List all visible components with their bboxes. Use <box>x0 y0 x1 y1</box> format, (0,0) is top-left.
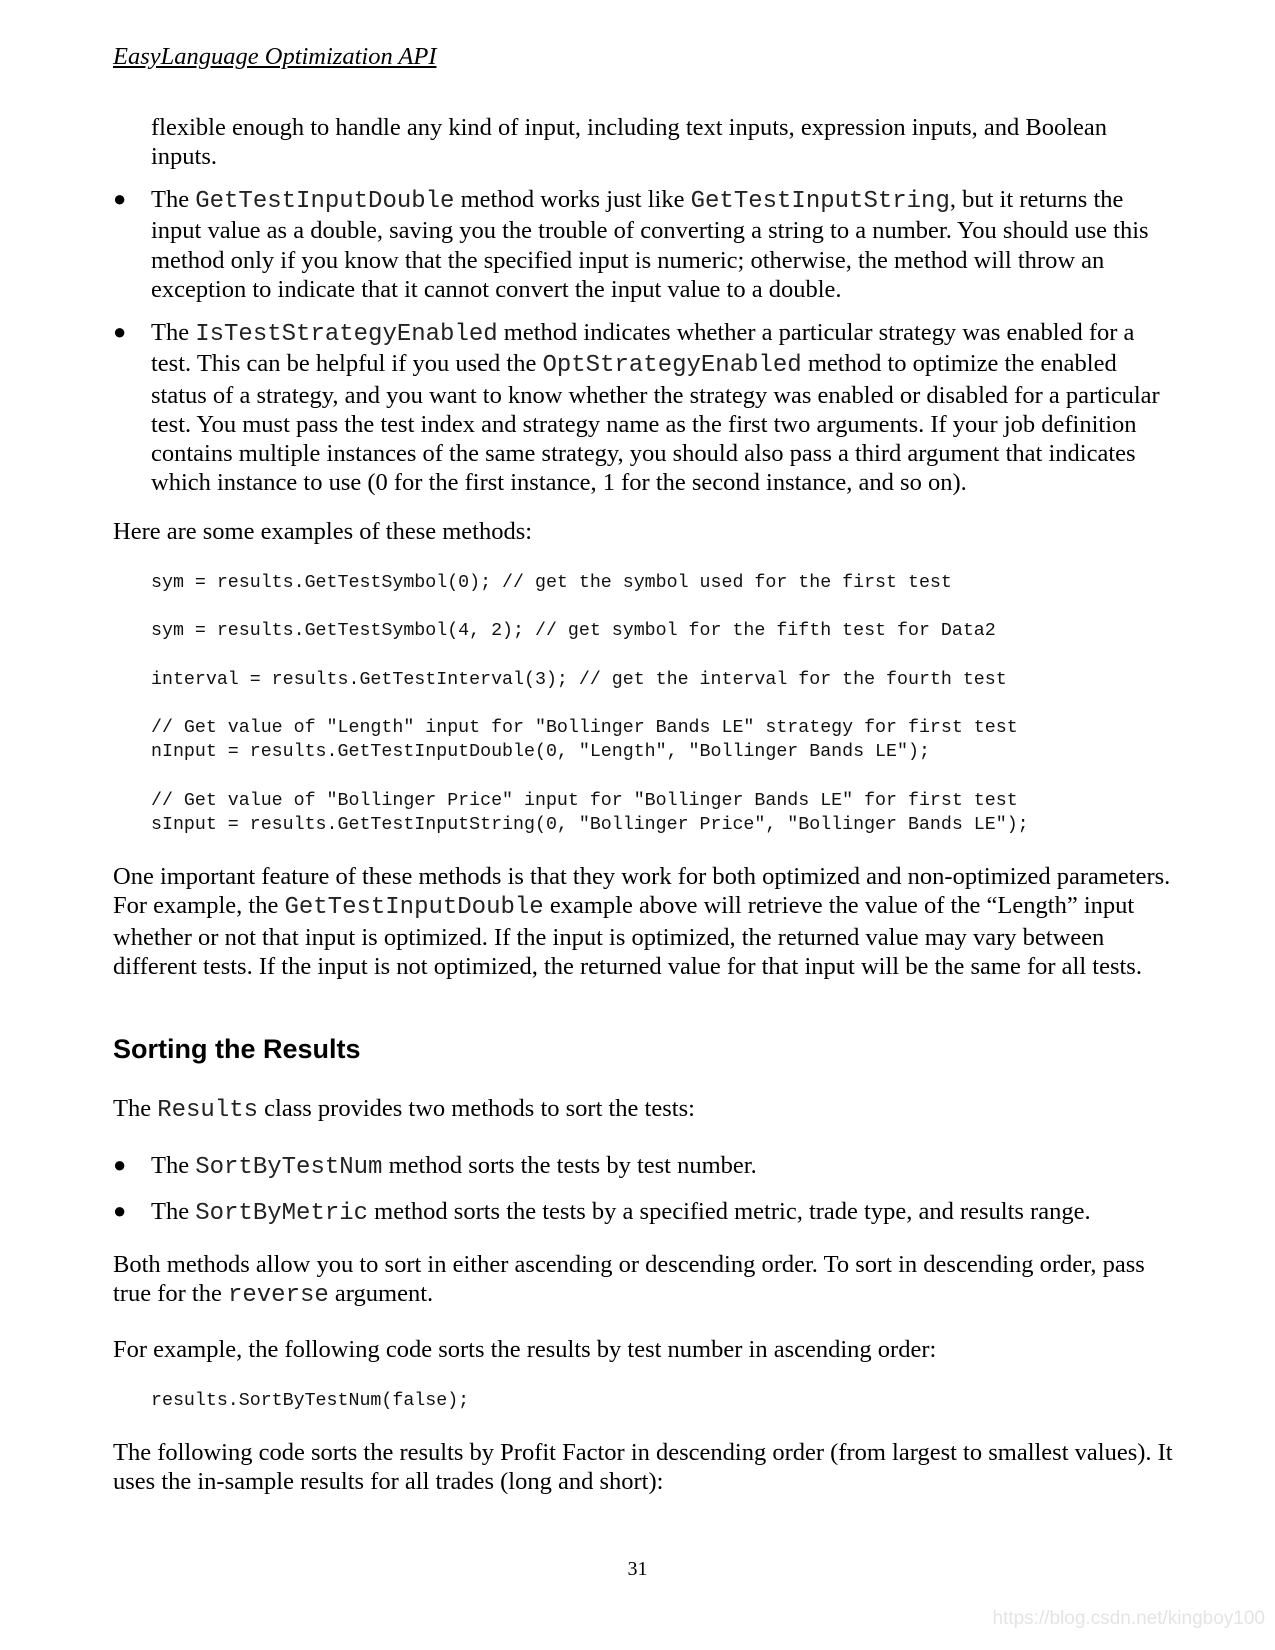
bullet-get-test-input-double: The GetTestInputDouble method works just like GetTestInputString, but it returns the input value as a double, saving you the trouble of converting a string to a number. You should use this method only if you know that the specified input is numeric; otherwise, the method will throw an exception to indicate that it cannot convert the input value to a double. <box>151 186 1149 303</box>
results-paragraph: The Results class provides two methods to sort the tests: <box>113 1095 695 1124</box>
bullet-sort-by-test-num: The SortByTestNum method sorts the tests by test number. <box>151 1152 757 1181</box>
page-number: 31 <box>627 1558 648 1580</box>
watermark: https://blog.csdn.net/kingboy100 <box>992 1608 1265 1629</box>
bullet-icon: ● <box>113 1152 127 1177</box>
running-header: EasyLanguage Optimization API <box>113 43 437 70</box>
section-heading: Sorting the Results <box>113 1034 361 1064</box>
bullet-sort-by-metric: The SortByMetric method sorts the tests by a specified metric, trade type, and results range. <box>151 1198 1091 1227</box>
code-example: interval = results.GetTestInterval(3); // get the interval for the fourth test <box>151 670 1007 690</box>
bullet-is-test-strategy-enabled: The IsTestStrategyEnabled method indicates whether a particular strategy was enabled for a test. This can be helpful if you used the OptStrategyEnabled method to optimize the enabled status of a strategy, and you want to know whether the strategy was enabled or disabled for a particular test. You must pass the test index and strategy name as the first two arguments. If your job definition contains multiple instances of the same strategy, you should also pass a third argument that indicates which instance to use (0 for the first instance, 1 for the second instance, and so on). <box>151 319 1160 497</box>
code-example: // Get value of "Length" input for "Bollinger Bands LE" strategy for first test nInput = results.GetTestInputDouble(0, "Length", "Bollinger Bands LE"); <box>151 718 1018 762</box>
bullet-icon: ● <box>113 319 127 344</box>
intro-continuation: flexible enough to handle any kind of input, including text inputs, expression inputs, and Boolean inputs. <box>151 114 1108 171</box>
following-paragraph: The following code sorts the results by Profit Factor in descending order (from largest to smallest values). It uses the in-sample results for all trades (long and short): <box>113 1439 1173 1496</box>
bullet-icon: ● <box>113 1198 127 1223</box>
feature-paragraph: One important feature of these methods is that they work for both optimized and non-optimized parameters. For example, the GetTestInputDouble example above will retrieve the value of the “Length” input whether or not that input is optimized. If the input is optimized, the returned value may vary between different tests. If the input is not optimized, the returned value for that input will be the same for all tests. <box>113 863 1171 980</box>
code-example: sym = results.GetTestSymbol(4, 2); // get symbol for the fifth test for Data2 <box>151 621 996 641</box>
code-example: // Get value of "Bollinger Price" input for "Bollinger Bands LE" for first test sInput = results.GetTestInputString(0, "Bollinger Price", "Bollinger Bands LE"); <box>151 791 1029 835</box>
both-methods-paragraph: Both methods allow you to sort in either ascending or descending order. To sort in descending order, pass true for the reverse argument. <box>113 1251 1145 1310</box>
code-sort-example: results.SortByTestNum(false); <box>151 1391 470 1411</box>
code-example: sym = results.GetTestSymbol(0); // get the symbol used for the first test <box>151 573 952 593</box>
example-paragraph: For example, the following code sorts the results by test number in ascending order: <box>113 1336 937 1363</box>
examples-intro: Here are some examples of these methods: <box>113 518 533 545</box>
bullet-icon: ● <box>113 186 127 211</box>
